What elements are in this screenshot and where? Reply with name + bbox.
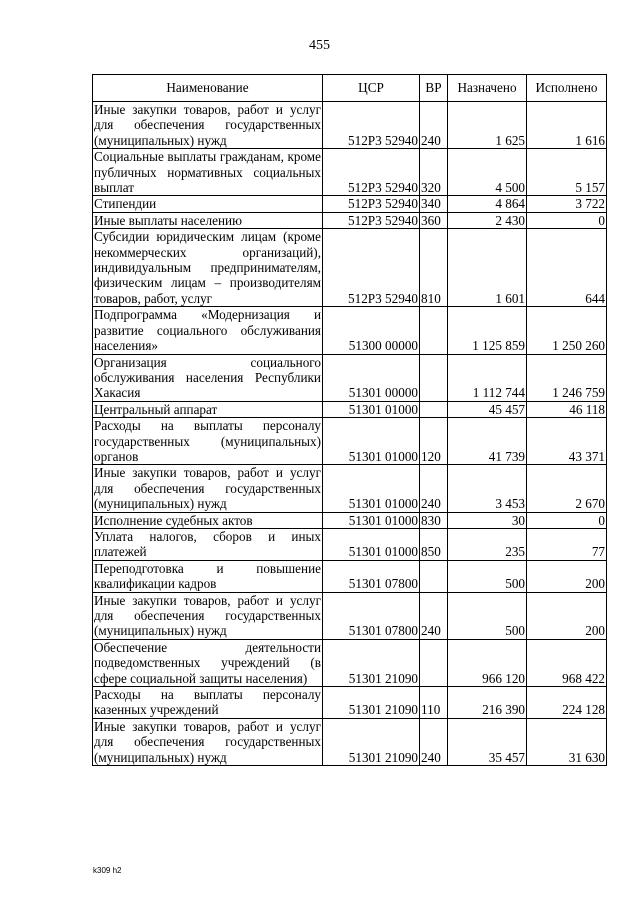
row-csr: 512Р3 52940: [323, 196, 420, 212]
row-planned: 1 625: [448, 102, 527, 149]
row-planned: 4 864: [448, 196, 527, 212]
row-name: Обеспечение деятельности подведомственных учреждений (в сфере социальной защиты населения): [94, 639, 321, 686]
column-header-name: Наименование: [93, 75, 323, 102]
row-vr: 340: [420, 196, 448, 212]
table-row: [93, 418, 607, 465]
row-vr: 830: [420, 512, 448, 528]
row-csr: 51301 00000: [323, 354, 420, 401]
table-row: [93, 401, 607, 417]
row-name: Иные закупки товаров, работ и услуг для обеспечения государственных (муниципальных) нужд: [94, 465, 321, 512]
row-planned: 41 739: [448, 418, 527, 465]
table-row: [93, 592, 607, 639]
table-row: [93, 149, 607, 196]
row-executed: 31 630: [527, 718, 607, 765]
footer-code: k309 h2: [93, 866, 122, 875]
row-executed: 200: [527, 560, 607, 592]
row-csr: 51301 21090: [323, 639, 420, 686]
table-row: [93, 354, 607, 401]
row-vr: [420, 639, 448, 686]
row-name: Иные закупки товаров, работ и услуг для обеспечения государственных (муниципальных) нужд: [94, 102, 321, 148]
row-name: Субсидии юридическим лицам (кроме некоммерческих организаций), индивидуальным предпринимателям, физическим лицам – производителям товаров, работ, услуг: [94, 229, 321, 306]
row-executed: 5 157: [527, 149, 607, 196]
row-name: Уплата налогов, сборов и иных платежей: [94, 528, 321, 560]
row-vr: [420, 401, 448, 417]
row-executed: 2 670: [527, 465, 607, 512]
row-csr: 51301 01000: [323, 418, 420, 465]
row-csr: 51301 07800: [323, 592, 420, 639]
row-name: Иные закупки товаров, работ и услуг для обеспечения государственных (муниципальных) нужд: [94, 592, 321, 639]
row-csr: 512Р3 52940: [323, 229, 420, 307]
row-vr: 360: [420, 212, 448, 228]
column-header-planned: Назначено: [448, 75, 527, 102]
row-vr: 120: [420, 418, 448, 465]
row-executed: 1 246 759: [527, 354, 607, 401]
budget-table: [92, 74, 607, 766]
row-planned: 45 457: [448, 401, 527, 417]
row-vr: 240: [420, 592, 448, 639]
row-executed: 46 118: [527, 401, 607, 417]
row-csr: 51301 01000: [323, 465, 420, 512]
row-executed: 1 616: [527, 102, 607, 149]
column-header-vr: ВР: [420, 75, 448, 102]
row-csr: 51301 01000: [323, 401, 420, 417]
table-row: [93, 229, 607, 307]
row-name: Иные выплаты населению: [93, 212, 323, 228]
row-vr: 110: [420, 687, 448, 719]
row-csr: 512Р3 52940: [323, 149, 420, 196]
row-csr: 512Р3 52940: [323, 212, 420, 228]
row-vr: [420, 307, 448, 354]
row-name: Центральный аппарат: [93, 401, 323, 417]
row-executed: 43 371: [527, 418, 607, 465]
row-executed: 77: [527, 528, 607, 560]
table-row: [93, 307, 607, 354]
row-csr: 51301 01000: [323, 512, 420, 528]
row-vr: [420, 354, 448, 401]
row-planned: 216 390: [448, 687, 527, 719]
row-executed: 200: [527, 592, 607, 639]
row-planned: 1 601: [448, 229, 527, 307]
row-planned: 500: [448, 592, 527, 639]
row-vr: [420, 560, 448, 592]
table-header-row: [93, 75, 607, 102]
row-planned: 235: [448, 528, 527, 560]
row-planned: 2 430: [448, 212, 527, 228]
column-header-csr: ЦСР: [323, 75, 420, 102]
table-row: [93, 639, 607, 686]
table-row: [93, 512, 607, 528]
row-name: Переподготовка и повышение квалификации кадров: [94, 560, 321, 592]
row-vr: 240: [420, 102, 448, 149]
row-name: Стипендии: [93, 196, 323, 212]
row-csr: 51300 00000: [323, 307, 420, 354]
row-executed: 224 128: [527, 687, 607, 719]
table-row: [93, 102, 607, 149]
page-number: 455: [309, 38, 330, 53]
row-name: Организация социального обслуживания населения Республики Хакасия: [94, 354, 321, 401]
row-planned: 500: [448, 560, 527, 592]
row-executed: 644: [527, 229, 607, 307]
row-name: Расходы на выплаты персоналу казенных учреждений: [94, 687, 321, 718]
row-planned: 966 120: [448, 639, 527, 686]
row-csr: 51301 21090: [323, 718, 420, 765]
row-planned: 1 125 859: [448, 307, 527, 354]
row-planned: 4 500: [448, 149, 527, 196]
row-name: Иные закупки товаров, работ и услуг для обеспечения государственных (муниципальных) нужд: [94, 718, 321, 765]
row-executed: 1 250 260: [527, 307, 607, 354]
row-csr: 51301 21090: [323, 687, 420, 719]
row-vr: 320: [420, 149, 448, 196]
row-csr: 512Р3 52940: [323, 102, 420, 149]
row-name: Расходы на выплаты персоналу государственных (муниципальных) органов: [94, 418, 321, 464]
table-row: [93, 212, 607, 228]
row-vr: 810: [420, 229, 448, 307]
row-planned: 1 112 744: [448, 354, 527, 401]
row-csr: 51301 01000: [323, 528, 420, 560]
row-vr: 850: [420, 528, 448, 560]
row-planned: 3 453: [448, 465, 527, 512]
row-name: Исполнение судебных актов: [93, 512, 323, 528]
column-header-executed: Исполнено: [527, 75, 607, 102]
row-name: Социальные выплаты гражданам, кроме публичных нормативных социальных выплат: [94, 149, 321, 196]
table-row: [93, 528, 607, 560]
row-executed: 0: [527, 212, 607, 228]
row-vr: 240: [420, 465, 448, 512]
table-row: [93, 560, 607, 592]
row-name: Подпрограмма «Модернизация и развитие социального обслуживания населения»: [94, 307, 321, 354]
table-row: [93, 718, 607, 765]
row-vr: 240: [420, 718, 448, 765]
row-planned: 35 457: [448, 718, 527, 765]
table-row: [93, 465, 607, 512]
row-executed: 0: [527, 512, 607, 528]
table-row: [93, 196, 607, 212]
row-csr: 51301 07800: [323, 560, 420, 592]
row-executed: 968 422: [527, 639, 607, 686]
row-executed: 3 722: [527, 196, 607, 212]
table-row: [93, 687, 607, 719]
row-planned: 30: [448, 512, 527, 528]
